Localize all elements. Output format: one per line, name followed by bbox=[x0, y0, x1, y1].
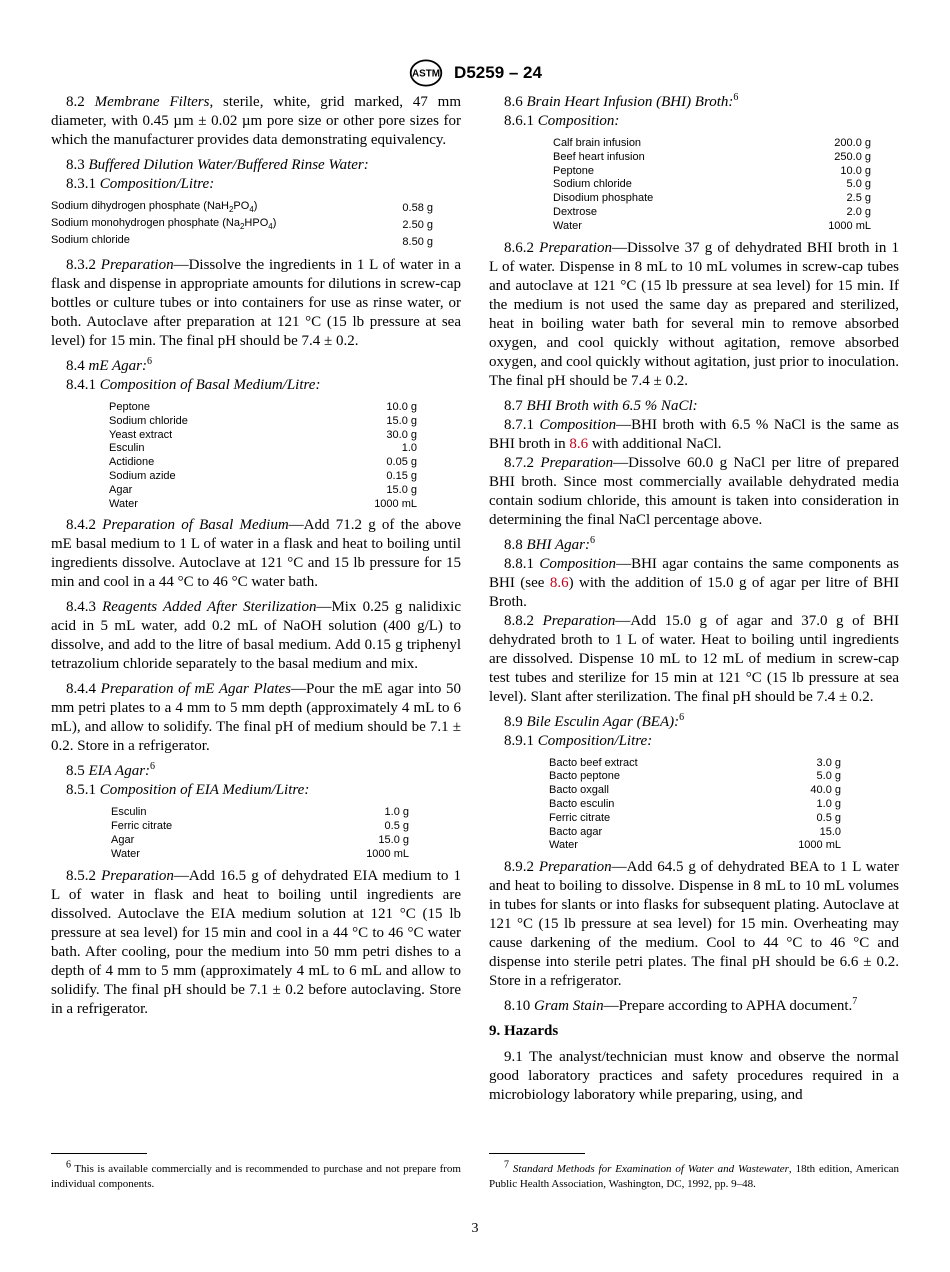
ingredient-amount: 1.0 bbox=[401, 442, 417, 455]
section-9-1: 9.1 The analyst/technician must know and observe the normal good laboratory practices and safety procedures required in a microbiology laboratory while preparing, using, and bbox=[489, 1049, 899, 1104]
footnote-6: $^6$ This is available commercially and is recommended to purchase and not prepare from individual components. bbox=[51, 1159, 461, 1190]
section-8-8-1: 8.8.1 Composition—BHI agar contains the same components as BHI (see 8.6) with the addition of 15.0 g of agar per litre of BHI Broth. bbox=[489, 555, 900, 610]
section-8-7-2: 8.7.2 Preparation—Dissolve 60.0 g NaCl per litre of prepared BHI broth. Since most commercially available dehydrated media contain sodium chloride, this amount is taken into consideration in determining the final NaCl percentage above. bbox=[489, 454, 900, 528]
ingredient-name: Water bbox=[553, 219, 582, 232]
ingredient-name: Disodium phosphate bbox=[553, 192, 654, 205]
ingredient-amount: 15.0 g bbox=[386, 414, 417, 427]
ingredient-name: Water bbox=[111, 847, 140, 860]
section-8-4-4: 8.4.4 Preparation of mE Agar Plates—Pour the mE agar into 50 mm petri plates to a 4 mm to 5 mm depth (approximately 4 mL to 6 mL), and allow to solidify. The final pH of medium should be 7.1 ± 0.2. Store in a refrigerator. bbox=[51, 681, 461, 755]
footnote-7: $^7$ Standard Methods for Examination of Water and Wastewater, 18th edition, American Public Health Association, Washington, DC, 1992, pp. 9–48. bbox=[489, 1159, 899, 1190]
ingredient-name: Bacto esculin bbox=[549, 797, 615, 810]
left-column bbox=[51, 93, 461, 1025]
ingredient-name: Bacto oxgall bbox=[549, 784, 609, 797]
heading-8-5: 8.5 EIA Agar:$^6$ bbox=[66, 761, 156, 780]
ingredient-amount: 1000 mL bbox=[828, 219, 871, 232]
ingredient-amount: 5.0 g bbox=[816, 770, 841, 783]
ingredient-amount: 15.0 g bbox=[386, 483, 417, 496]
page-header bbox=[0, 58, 950, 88]
heading-8-9: 8.9 Bile Esculin Agar (BEA):$^6$ bbox=[504, 711, 685, 730]
table-row bbox=[553, 220, 871, 234]
table-row bbox=[109, 484, 417, 498]
table-row bbox=[51, 234, 433, 251]
section-8-6-2: 8.6.2 Preparation—Dissolve 37 g of dehydrated BHI broth in 1 L of water. Dispense in 8 mL to 10 mL volumes in screw-cap tubes and autoclave at 121 °C (15 lb pressure at sea level) for 15 min. If the medium is not used the same day as prepared and sterilized, heat in boiling water bath for several min to remove absorbed oxygen, and cool quickly without agitation, remove absorbed oxygen, and cool quickly without agitation, just prior to inoculation. The final pH should be 7.4 ± 0.2. bbox=[489, 239, 900, 389]
section-8-2: 8.2 Membrane Filters, sterile, white, grid marked, 47 mm diameter, with 0.45 µm ± 0.02 µm pore size or other pore sizes for which the manufacturer provides data demonstrating equivalency. bbox=[51, 94, 462, 148]
heading-8-6: 8.6 Brain Heart Infusion (BHI) Broth:$^6$ bbox=[504, 92, 739, 110]
ingredient-name: Agar bbox=[109, 483, 133, 496]
table-row bbox=[549, 826, 841, 840]
ingredient-name: Sodium dihydrogen phosphate $(NaH_2PO_4)$ bbox=[51, 200, 258, 215]
heading-8-4: 8.4 mE Agar:$^6$ bbox=[66, 355, 152, 374]
ingredient-name: Bacto peptone bbox=[549, 770, 620, 783]
ingredient-name: Sodium chloride bbox=[109, 414, 188, 427]
heading-8-3: 8.3 Buffered Dilution Water/Buffered Rinse Water: bbox=[66, 157, 369, 173]
ingredient-name: Agar bbox=[111, 833, 135, 846]
heading-8-5-1: 8.5.1 Composition of EIA Medium/Litre: bbox=[66, 782, 310, 799]
section-8-8-2: 8.8.2 Preparation—Add 15.0 g of agar and 37.0 g of BHI dehydrated broth to 1 L of water. Heat to boiling until ingredients are dissolved. Dispense 10 mL to 12 mL of medium in screw-cap test tubes and sterilize for 15 min at 121 °C (15 lb pressure at sea level). Slant after sterilization. The final pH should be 7.4 ± 0.2. bbox=[489, 612, 900, 705]
ingredient-name: Ferric citrate bbox=[549, 811, 611, 824]
section-8-6-link[interactable]: 8.6 bbox=[569, 435, 589, 452]
table-row bbox=[553, 165, 871, 179]
footnote-rule-right bbox=[489, 1153, 585, 1154]
ingredient-name: Sodium monohydrogen phosphate $(Na_2HPO_4)$ bbox=[51, 216, 277, 232]
ingredient-amount: 30.0 g bbox=[386, 428, 417, 441]
ingredient-name: Ferric citrate bbox=[111, 820, 173, 833]
ingredient-name: Sodium azide bbox=[109, 469, 176, 482]
section-8-6-link[interactable]: 8.6 bbox=[549, 574, 569, 591]
ingredient-name: Bacto beef extract bbox=[549, 756, 638, 769]
section-8-5-2: 8.5.2 Preparation—Add 16.5 g of dehydrated EIA medium to 1 L of water in flask and heat to boiling until ingredients are dissolved. Autoclave the EIA medium solution at 121 °C (15 lb pressure at sea level) for 15 min and cool in a 44 °C to 46 °C water bath. After cooling, pour the medium into 50 mm petri dishes to a depth of 4 mm to 5 mm (approximately 4 mL to 6 mL and allow to solidify. The final pH should be 7.1 ± 0.2 before autoclaving. Store in a refrigerator. bbox=[51, 867, 461, 1017]
ingredient-name: Actidione bbox=[109, 456, 155, 469]
ingredient-amount: 2.5 g bbox=[846, 192, 871, 205]
section-8-3-2: 8.3.2 Preparation—Dissolve the ingredients in 1 L of water in a flask and dispense in appropriate amounts for dilutions in screw-cap bottles or culture tubes or into containers for use as rinse water, or both. Autoclave after preparation at 121 °C (15 lb pressure at sea level) for 15 min. The final pH should be 7.4 ± 0.2. bbox=[51, 256, 462, 349]
composition-table-8-4 bbox=[109, 401, 417, 511]
ingredient-name: Sodium chloride bbox=[51, 233, 130, 246]
table-row bbox=[553, 192, 871, 206]
table-row bbox=[109, 401, 417, 415]
composition-table-8-6 bbox=[553, 137, 871, 234]
table-row bbox=[553, 151, 871, 165]
table-row bbox=[549, 757, 841, 771]
ingredient-amount: 2.50 g bbox=[402, 218, 433, 231]
right-column bbox=[489, 93, 899, 1111]
ingredient-amount: 0.5 g bbox=[816, 811, 841, 824]
ingredient-amount: 1000 mL bbox=[374, 497, 417, 510]
table-row bbox=[109, 442, 417, 456]
ingredient-name: Sodium chloride bbox=[553, 178, 632, 191]
ingredient-name: Bacto agar bbox=[549, 825, 603, 838]
table-row bbox=[553, 206, 871, 220]
table-row bbox=[109, 470, 417, 484]
ingredient-amount: 1.0 g bbox=[384, 806, 409, 819]
table-row bbox=[109, 415, 417, 429]
ingredient-amount: 15.0 g bbox=[378, 833, 409, 846]
composition-table-8-5 bbox=[111, 806, 409, 861]
heading-8-9-1: 8.9.1 Composition/Litre: bbox=[504, 732, 653, 749]
section-8-4-2: 8.4.2 Preparation of Basal Medium—Add 71.2 g of the above mE basal medium to 1 L of water in a flask and heat to boiling until ingredients dissolve. Autoclave at 121 °C and 15 lb pressure for 15 min and cool in a 44 °C to 46 °C water bath. bbox=[51, 517, 462, 591]
ingredient-amount: 15.0 bbox=[819, 825, 841, 838]
ingredient-amount: 40.0 g bbox=[810, 784, 841, 797]
table-row bbox=[111, 834, 409, 848]
ingredient-amount: 0.58 g bbox=[402, 201, 433, 214]
ingredient-amount: 5.0 g bbox=[846, 178, 871, 191]
section-8-10: 8.10 Gram Stain—Prepare according to APHA document.$^7$ bbox=[504, 996, 858, 1015]
document-designation: D5259 – 24 bbox=[454, 63, 542, 82]
ingredient-amount: 200.0 g bbox=[834, 137, 871, 149]
table-row bbox=[111, 848, 409, 862]
heading-8-6-1: 8.6.1 Composition: bbox=[504, 113, 620, 129]
astm-logo-icon bbox=[408, 58, 444, 88]
table-row bbox=[109, 498, 417, 512]
table-row bbox=[553, 178, 871, 192]
composition-table-8-3 bbox=[51, 200, 433, 251]
heading-8-7: 8.7 BHI Broth with 6.5 % NaCl: bbox=[504, 397, 698, 414]
ingredient-name: Beef heart infusion bbox=[553, 150, 645, 163]
ingredient-name: Water bbox=[549, 839, 578, 852]
heading-8-3-1: 8.3.1 Composition/Litre: bbox=[66, 176, 215, 192]
footnote-rule-left bbox=[51, 1153, 147, 1154]
ingredient-amount: 0.05 g bbox=[386, 456, 417, 469]
table-row bbox=[549, 839, 841, 853]
ingredient-amount: 8.50 g bbox=[402, 235, 433, 248]
ingredient-name: Esculin bbox=[111, 806, 147, 819]
ingredient-amount: 1000 mL bbox=[366, 847, 409, 860]
table-row bbox=[549, 770, 841, 784]
heading-8-4-1: 8.4.1 Composition of Basal Medium/Litre: bbox=[66, 376, 321, 393]
table-row bbox=[549, 784, 841, 798]
ingredient-amount: 1000 mL bbox=[798, 839, 841, 852]
ingredient-amount: 250.0 g bbox=[834, 150, 871, 163]
ingredient-amount: 0.5 g bbox=[384, 820, 409, 833]
ingredient-name: Dextrose bbox=[553, 205, 598, 218]
table-row bbox=[549, 798, 841, 812]
section-8-4-3: 8.4.3 Reagents Added After Sterilization—Mix 0.25 g nalidixic acid in 5 mL water, add 0.2 mL of NaOH solution (400 g/L) to dissolve, and add to the litre of basal medium. Add 0.15 g triphenyl tetrazolium chloride separately to the basal medium and mix. bbox=[51, 599, 461, 673]
table-row bbox=[111, 806, 409, 820]
section-heading-hazards: 9. Hazards bbox=[489, 1023, 559, 1040]
ingredient-amount: 3.0 g bbox=[816, 756, 841, 769]
table-row bbox=[111, 820, 409, 834]
ingredient-name: Calf brain infusion bbox=[553, 137, 642, 149]
ingredient-amount: 10.0 g bbox=[386, 400, 417, 413]
ingredient-amount: 2.0 g bbox=[846, 205, 871, 218]
heading-8-8: 8.8 BHI Agar:$^6$ bbox=[504, 534, 595, 553]
composition-table-8-9 bbox=[549, 757, 841, 854]
svg-text:ASTM: ASTM bbox=[412, 68, 441, 80]
ingredient-name: Water bbox=[109, 497, 138, 510]
ingredient-name: Yeast extract bbox=[109, 428, 173, 441]
table-row bbox=[109, 456, 417, 470]
ingredient-amount: 10.0 g bbox=[840, 164, 871, 177]
ingredient-amount: 0.15 g bbox=[386, 469, 417, 482]
section-8-9-2: 8.9.2 Preparation—Add 64.5 g of dehydrated BEA to 1 L water and heat to boiling to dissolve. Dispense in 8 mL to 10 mL volumes in tubes for slants or into flasks for subsequent plating. Autoclave at 121 °C (15 lb pressure at sea level) for 15 min. Overheating may cause darkening of the medium. Cool to 44 °C to 46 °C and dispense into sterile petri plates. The final pH should be 6.6 ± 0.2. Store in a refrigerator. bbox=[489, 859, 899, 990]
table-row bbox=[51, 217, 433, 234]
ingredient-name: Esculin bbox=[109, 442, 145, 455]
ingredient-amount: 1.0 g bbox=[816, 797, 841, 810]
ingredient-name: Peptone bbox=[109, 400, 150, 413]
table-row bbox=[553, 137, 871, 151]
page-number: 3 bbox=[471, 1221, 479, 1236]
section-8-7-1: 8.7.1 Composition—BHI broth with 6.5 % NaCl is the same as BHI broth in 8.6 with additional NaCl. bbox=[489, 416, 900, 452]
table-row bbox=[51, 200, 433, 217]
table-row bbox=[549, 812, 841, 826]
table-row bbox=[109, 429, 417, 443]
ingredient-name: Peptone bbox=[553, 164, 594, 177]
